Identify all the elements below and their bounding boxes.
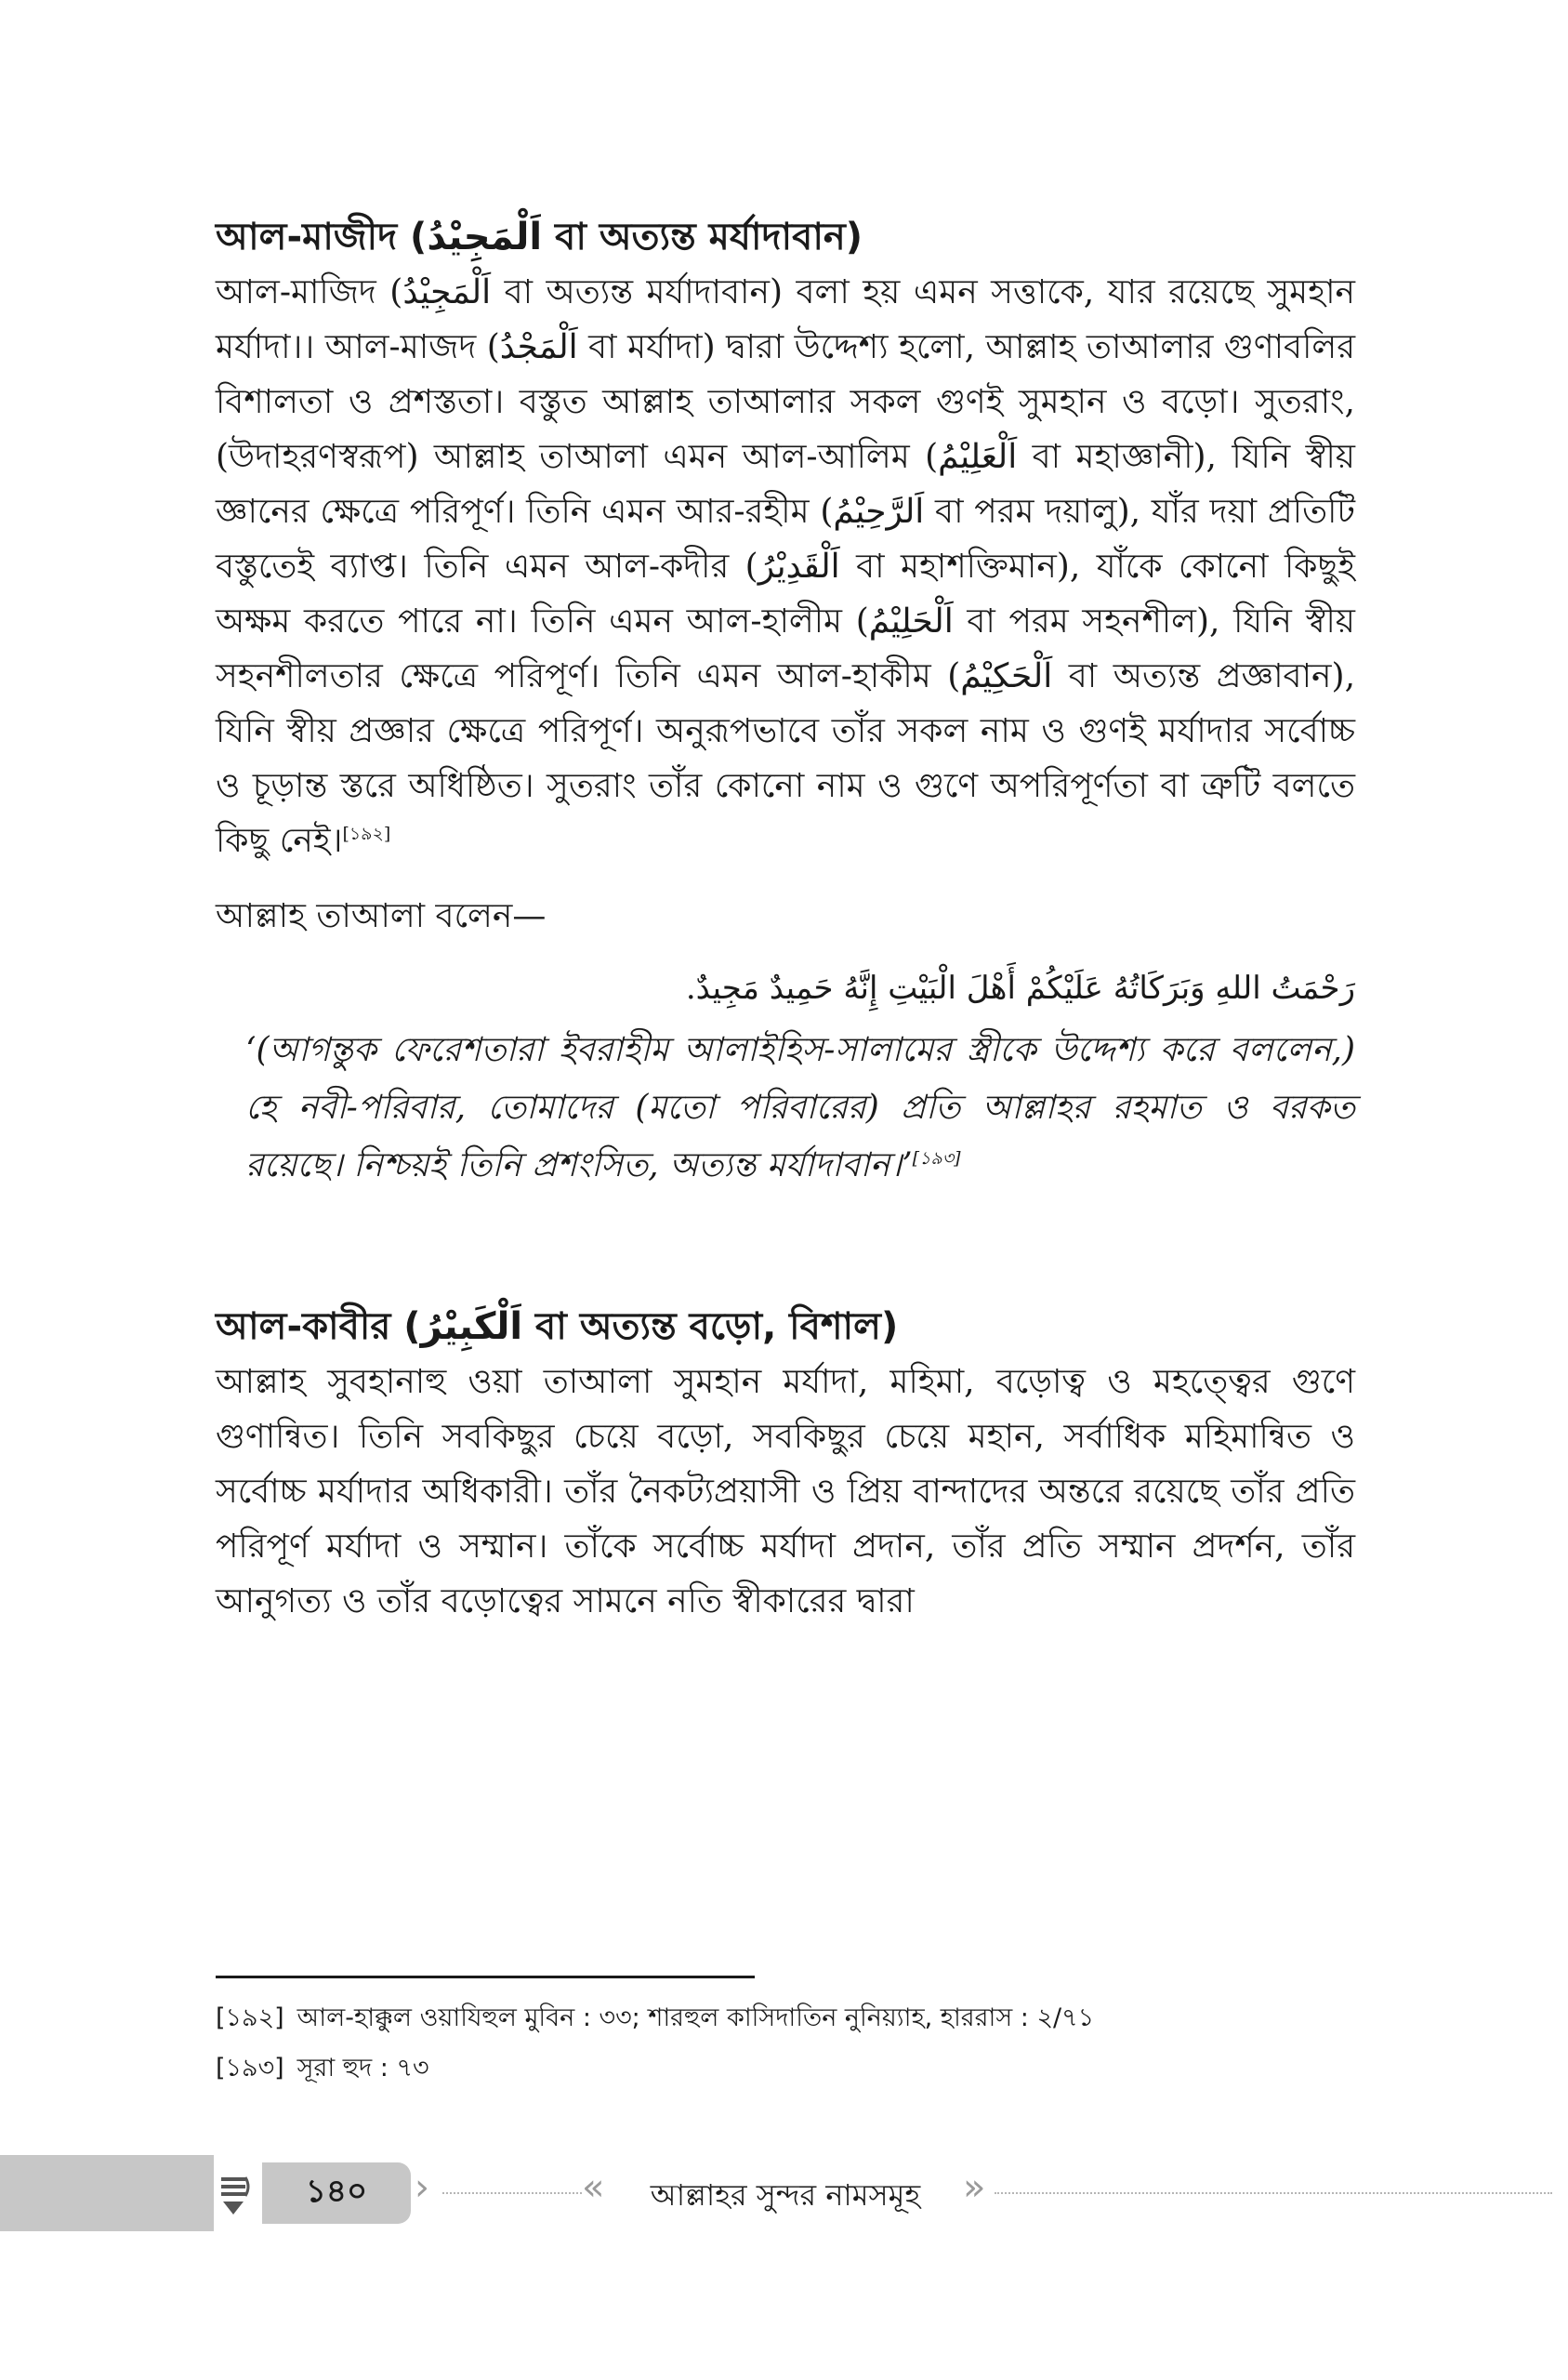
paragraph-al-majid [216, 265, 1355, 868]
footnote-divider [216, 1976, 755, 1978]
quran-verse-translation [245, 1022, 1355, 1195]
footnote-193 [216, 2043, 1355, 2094]
footnote-text: আল-হাক্কুল ওয়াযিহুল মুবিন : ৩৩; শারহুল কাসিদাতিন নুনিয়্যাহ, হাররাস : ২/৭১ [296, 2003, 1095, 2032]
section-heading-al-kabir: আল-কাবীর (اَلْكَبِيْرُ বা অত্যন্ত বড়ো, বিশাল) [216, 1305, 899, 1348]
book-marker-icon [219, 2174, 251, 2216]
footnote-ref-193[interactable]: [১৯৩] [912, 1148, 961, 1169]
quran-verse-arabic: رَحْمَتُ اللهِ وَبَرَكَاتُهُ عَلَيْكُمْ أَهْلَ الْبَيْتِ إِنَّهُ حَمِيدٌ مَجِيدٌ. [685, 970, 1355, 1007]
footnote-192 [216, 1993, 1355, 2043]
page-number: ১৪০ [262, 2162, 411, 2224]
footer-dotted-line-right [995, 2192, 1552, 2194]
allah-says-line: আল্লাহ তাআলা বলেন— [216, 897, 547, 935]
chevron-right-icon: › [415, 2166, 429, 2209]
paragraph-al-kabir: আল্লাহ সুবহানাহু ওয়া তাআলা সুমহান মর্যাদা, মহিমা, বড়োত্ব ও মহত্ত্বের গুণে গুণান্বিত। তিনি সবকিছুর চেয়ে বড়ো, সবকিছুর চেয়ে মহান, সর্বাধিক মহিমান্বিত ও সর্বোচ্চ মর্যাদার অধিকারী। তাঁর নৈকট্যপ্রয়াসী ও প্রিয় বান্দাদের অন্তরে রয়েছে তাঁর প্রতি পরিপূর্ণ মর্যাদা ও সম্মান। তাঁকে সর্বোচ্চ মর্যাদা প্রদান, তাঁর প্রতি সম্মান প্রদর্শন, তাঁর আনুগত্য ও তাঁর বড়োত্বের সামনে নতি স্বীকারের দ্বারা [216, 1363, 1355, 1620]
footnote-ref-192[interactable]: [১৯২] [342, 824, 391, 844]
section-heading-al-majid: আল-মাজীদ (اَلْمَجِيْدُ বা অত্যন্ত মর্যাদাবান) [216, 216, 863, 258]
paragraph-text: আল-মাজিদ (اَلْمَجِيْدُ বা অত্যন্ত মর্যাদাবান) বলা হয় এমন সত্তাকে, যার রয়েছে সুমহান মর্যাদা।। আল-মাজদ (اَلْمَجْدُ বা মর্যাদা) দ্বারা উদ্দেশ্য হলো, আল্লাহ তাআলার গুণাবলির বিশালতা ও প্রশস্ততা। বস্তুত আল্লাহ তাআলার সকল গুণই সুমহান ও বড়ো। সুতরাং, (উদাহরণস্বরূপ) আল্লাহ তাআলা এমন আল-আলিম (اَلْعَلِيْمُ বা মহাজ্ঞানী), যিনি স্বীয় জ্ঞানের ক্ষেত্রে পরিপূর্ণ। তিনি এমন আর-রহীম (اَلرَّحِيْمُ বা পরম দয়ালু), যাঁর দয়া প্রতিটি বস্তুতেই ব্যাপ্ত। তিনি এমন আল-কদীর (اَلْقَدِيْرُ বা মহাশক্তিমান), যাঁকে কোনো কিছুই অক্ষম করতে পারে না। তিনি এমন আল-হালীম (اَلْحَلِيْمُ বা পরম সহনশীল), যিনি স্বীয় সহনশীলতার ক্ষেত্রে পরিপূর্ণ। তিনি এমন আল-হাকীম (اَلْحَكِيْمُ বা অত্যন্ত প্রজ্ঞাবান), যিনি স্বীয় প্রজ্ঞার ক্ষেত্রে পরিপূর্ণ। অনুরূপভাবে তাঁর সকল নাম ও গুণই মর্যাদার সর্বোচ্চ ও চূড়ান্ত স্তরে অধিষ্ঠিত। সুতরাং তাঁর কোনো নাম ও গুণে অপরিপূর্ণতা বা ত্রুটি বলতে কিছু নেই। [216, 273, 1356, 860]
page-footer [0, 2155, 1568, 2231]
footnotes [216, 1976, 1355, 2094]
book-title: আল্লাহর সুন্দর নামসমূহ [650, 2177, 921, 2213]
footer-band [0, 2155, 214, 2231]
footnote-text: সূরা হুদ : ৭৩ [296, 2054, 429, 2082]
footnote-number: [১৯২] [216, 2003, 284, 2032]
page-body [216, 209, 1355, 1629]
translation-text: ‘(আগন্তুক ফেরেশতারা ইবরাহীম আলাইহিস-সালামের স্ত্রীকে উদ্দেশ্য করে বললেন,) হে নবী-পরিবার, তোমাদের (মতো পরিবারের) প্রতি আল্লাহর রহমাত ও বরকত রয়েছে। নিশ্চয়ই তিনি প্রশংসিত, অত্যন্ত মর্যাদাবান।’ [245, 1031, 1355, 1184]
footer-dotted-line-left [442, 2192, 582, 2194]
double-chevron-left-icon: « [582, 2166, 605, 2209]
double-chevron-right-icon: » [963, 2166, 986, 2209]
footnote-number: [১৯৩] [216, 2054, 284, 2082]
